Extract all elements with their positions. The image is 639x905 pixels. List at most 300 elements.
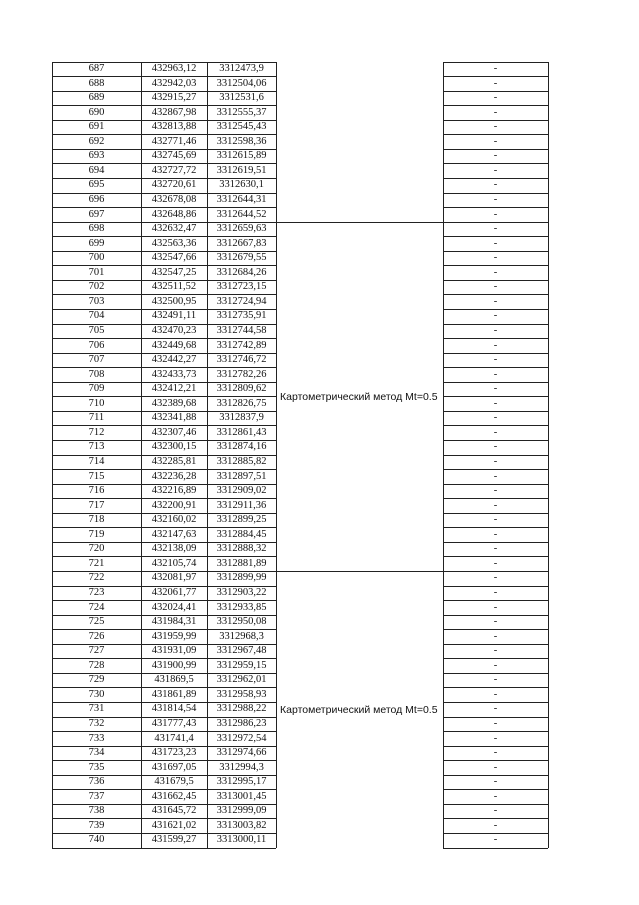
row-divider — [443, 527, 548, 528]
y-coordinate-cell: 3312899,25 — [216, 514, 267, 526]
x-coordinate-cell: 431984,31 — [151, 616, 197, 628]
x-coordinate-cell: 432138,09 — [151, 543, 197, 555]
row-divider — [443, 382, 548, 383]
x-coordinate-cell: 432449,68 — [151, 339, 197, 351]
y-coordinate-cell: 3312598,36 — [216, 135, 267, 147]
dash-cell: - — [493, 397, 498, 409]
x-coordinate-cell: 432216,89 — [151, 485, 197, 497]
dash-cell: - — [493, 761, 498, 773]
y-coordinate-cell: 3312933,85 — [216, 601, 267, 613]
x-coordinate-cell: 432081,97 — [151, 572, 197, 584]
y-coordinate-cell: 3312473,9 — [219, 63, 264, 75]
row-number-cell: 715 — [88, 470, 105, 482]
y-coordinate-cell: 3312986,23 — [216, 718, 267, 730]
y-coordinate-cell: 3313001,45 — [216, 790, 267, 802]
y-coordinate-cell: 3312999,09 — [216, 805, 267, 817]
dash-cell: - — [493, 456, 498, 468]
row-number-cell: 737 — [88, 790, 105, 802]
row-divider — [52, 207, 276, 208]
row-number-cell: 711 — [88, 412, 105, 424]
x-coordinate-cell: 431959,99 — [151, 630, 197, 642]
row-divider — [52, 615, 276, 616]
row-divider — [52, 498, 276, 499]
row-number-cell: 736 — [88, 776, 105, 788]
column-border — [276, 62, 277, 848]
x-coordinate-cell: 432745,69 — [151, 150, 197, 162]
row-divider — [52, 775, 276, 776]
x-coordinate-cell: 432563,36 — [151, 237, 197, 249]
dash-cell: - — [493, 412, 498, 424]
row-divider — [443, 367, 548, 368]
row-divider — [52, 411, 276, 412]
y-coordinate-cell: 3312958,93 — [216, 688, 267, 700]
x-coordinate-cell: 432307,46 — [151, 426, 197, 438]
row-number-cell: 697 — [88, 208, 105, 220]
x-coordinate-cell: 432236,28 — [151, 470, 197, 482]
dash-cell: - — [493, 77, 498, 89]
dash-cell: - — [493, 601, 498, 613]
row-number-cell: 719 — [88, 528, 105, 540]
row-divider — [443, 149, 548, 150]
y-coordinate-cell: 3312909,02 — [216, 485, 267, 497]
x-coordinate-cell: 432389,68 — [151, 397, 197, 409]
row-number-cell: 726 — [88, 630, 105, 642]
row-number-cell: 692 — [88, 135, 105, 147]
row-number-cell: 696 — [88, 194, 105, 206]
row-divider — [52, 280, 276, 281]
row-divider — [443, 746, 548, 747]
y-coordinate-cell: 3312630,1 — [219, 179, 264, 191]
column-border — [443, 62, 444, 848]
x-coordinate-cell: 432105,74 — [151, 557, 197, 569]
y-coordinate-cell: 3312881,89 — [216, 557, 267, 569]
row-number-cell: 691 — [88, 121, 105, 133]
dash-cell: - — [493, 164, 498, 176]
y-coordinate-cell: 3312911,36 — [216, 499, 267, 511]
dash-cell: - — [493, 528, 498, 540]
dash-cell: - — [493, 237, 498, 249]
row-number-cell: 716 — [88, 485, 105, 497]
row-divider — [443, 236, 548, 237]
row-divider — [52, 789, 276, 790]
row-divider — [52, 324, 276, 325]
row-divider — [443, 542, 548, 543]
row-divider — [52, 702, 276, 703]
x-coordinate-cell: 431599,27 — [151, 834, 197, 846]
y-coordinate-cell: 3312959,15 — [216, 659, 267, 671]
x-coordinate-cell: 431869,5 — [154, 674, 194, 686]
row-number-cell: 735 — [88, 761, 105, 773]
row-divider — [443, 775, 548, 776]
dash-cell: - — [493, 616, 498, 628]
row-divider — [52, 105, 276, 106]
y-coordinate-cell: 3312679,55 — [216, 252, 267, 264]
dash-cell: - — [493, 208, 498, 220]
row-divider — [443, 513, 548, 514]
row-divider — [443, 105, 548, 106]
row-number-cell: 727 — [88, 645, 105, 657]
row-divider — [52, 396, 276, 397]
row-divider — [443, 600, 548, 601]
dash-cell: - — [493, 106, 498, 118]
x-coordinate-cell: 432511,52 — [151, 281, 197, 293]
x-coordinate-cell: 432433,73 — [151, 368, 197, 380]
row-number-cell: 690 — [88, 106, 105, 118]
row-number-cell: 725 — [88, 616, 105, 628]
row-divider — [52, 658, 276, 659]
row-number-cell: 687 — [88, 63, 105, 75]
y-coordinate-cell: 3312723,15 — [216, 281, 267, 293]
dash-cell: - — [493, 718, 498, 730]
dash-cell: - — [493, 674, 498, 686]
y-coordinate-cell: 3312885,82 — [216, 456, 267, 468]
dash-cell: - — [493, 499, 498, 511]
row-number-cell: 688 — [88, 77, 105, 89]
row-number-cell: 705 — [88, 325, 105, 337]
row-divider — [443, 178, 548, 179]
row-number-cell: 729 — [88, 674, 105, 686]
row-number-cell: 717 — [88, 499, 105, 511]
dash-cell: - — [493, 325, 498, 337]
y-coordinate-cell: 3312995,17 — [216, 776, 267, 788]
row-divider — [443, 717, 548, 718]
y-coordinate-cell: 3312994,3 — [219, 761, 264, 773]
row-number-cell: 708 — [88, 368, 105, 380]
dash-cell: - — [493, 383, 498, 395]
x-coordinate-cell: 432963,12 — [151, 63, 197, 75]
y-coordinate-cell: 3312746,72 — [216, 354, 267, 366]
dash-cell: - — [493, 514, 498, 526]
row-number-cell: 721 — [88, 557, 105, 569]
dash-cell: - — [493, 630, 498, 642]
x-coordinate-cell: 432727,72 — [151, 164, 197, 176]
dash-cell: - — [493, 703, 498, 715]
row-divider — [52, 294, 276, 295]
row-number-cell: 720 — [88, 543, 105, 555]
dash-cell: - — [493, 572, 498, 584]
row-divider — [443, 207, 548, 208]
y-coordinate-cell: 3312988,22 — [216, 703, 267, 715]
row-divider — [443, 469, 548, 470]
row-number-cell: 728 — [88, 659, 105, 671]
dash-cell: - — [493, 252, 498, 264]
row-number-cell: 689 — [88, 92, 105, 104]
dash-cell: - — [493, 805, 498, 817]
y-coordinate-cell: 3312735,91 — [216, 310, 267, 322]
row-number-cell: 703 — [88, 295, 105, 307]
row-divider — [443, 280, 548, 281]
row-number-cell: 732 — [88, 718, 105, 730]
row-number-cell: 709 — [88, 383, 105, 395]
row-number-cell: 695 — [88, 179, 105, 191]
row-divider — [52, 178, 276, 179]
row-divider — [52, 222, 276, 223]
column-border — [207, 62, 208, 848]
dash-cell: - — [493, 339, 498, 351]
row-divider — [52, 236, 276, 237]
row-divider — [52, 193, 276, 194]
y-coordinate-cell: 3313000,11 — [216, 834, 267, 846]
row-divider — [52, 134, 276, 135]
row-divider — [443, 586, 548, 587]
dash-cell: - — [493, 747, 498, 759]
row-divider — [52, 76, 276, 77]
x-coordinate-cell: 431621,02 — [151, 819, 197, 831]
x-coordinate-cell: 432442,27 — [151, 354, 197, 366]
row-divider — [52, 513, 276, 514]
row-divider — [52, 484, 276, 485]
row-divider — [52, 91, 276, 92]
x-coordinate-cell: 431931,09 — [151, 645, 197, 657]
row-number-cell: 694 — [88, 164, 105, 176]
y-coordinate-cell: 3312874,16 — [216, 441, 267, 453]
row-divider — [52, 833, 276, 834]
y-coordinate-cell: 3312615,89 — [216, 150, 267, 162]
row-number-cell: 730 — [88, 688, 105, 700]
row-divider — [443, 571, 548, 572]
x-coordinate-cell: 431697,05 — [151, 761, 197, 773]
dash-cell: - — [493, 426, 498, 438]
row-number-cell: 698 — [88, 223, 105, 235]
dash-cell: - — [493, 223, 498, 235]
dash-cell: - — [493, 179, 498, 191]
row-divider — [52, 586, 276, 587]
row-divider — [443, 484, 548, 485]
row-divider — [52, 251, 276, 252]
row-divider — [52, 455, 276, 456]
y-coordinate-cell: 3312888,32 — [216, 543, 267, 555]
dash-cell: - — [493, 776, 498, 788]
row-divider — [52, 338, 276, 339]
dash-cell: - — [493, 63, 498, 75]
x-coordinate-cell: 432771,46 — [151, 135, 197, 147]
row-divider — [443, 91, 548, 92]
x-coordinate-cell: 431814,54 — [151, 703, 197, 715]
dash-cell: - — [493, 92, 498, 104]
x-coordinate-cell: 432300,15 — [151, 441, 197, 453]
y-coordinate-cell: 3312962,01 — [216, 674, 267, 686]
y-coordinate-cell: 3312972,54 — [216, 732, 267, 744]
row-divider — [52, 367, 276, 368]
dash-cell: - — [493, 368, 498, 380]
row-number-cell: 723 — [88, 587, 105, 599]
dash-cell: - — [493, 834, 498, 846]
row-divider — [52, 746, 276, 747]
x-coordinate-cell: 431679,5 — [154, 776, 194, 788]
row-number-cell: 739 — [88, 819, 105, 831]
row-divider — [52, 571, 276, 572]
row-divider — [443, 134, 548, 135]
row-divider — [443, 76, 548, 77]
y-coordinate-cell: 3312837,9 — [219, 412, 264, 424]
column-border — [141, 62, 142, 848]
row-divider — [443, 309, 548, 310]
row-divider — [52, 425, 276, 426]
row-number-cell: 710 — [88, 397, 105, 409]
dash-cell: - — [493, 645, 498, 657]
row-divider — [52, 760, 276, 761]
x-coordinate-cell: 431861,89 — [151, 688, 197, 700]
row-number-cell: 714 — [88, 456, 105, 468]
y-coordinate-cell: 3312644,52 — [216, 208, 267, 220]
table-bottom-border — [443, 848, 548, 849]
dash-cell: - — [493, 587, 498, 599]
row-divider — [52, 527, 276, 528]
row-divider — [443, 731, 548, 732]
dash-cell: - — [493, 150, 498, 162]
row-divider — [443, 455, 548, 456]
dash-cell: - — [493, 441, 498, 453]
row-divider — [443, 789, 548, 790]
table-bottom-border — [52, 848, 276, 849]
row-number-cell: 700 — [88, 252, 105, 264]
y-coordinate-cell: 3312897,51 — [216, 470, 267, 482]
y-coordinate-cell: 3312967,48 — [216, 645, 267, 657]
dash-cell: - — [493, 295, 498, 307]
dash-cell: - — [493, 135, 498, 147]
row-divider — [52, 629, 276, 630]
row-divider — [443, 440, 548, 441]
row-divider — [443, 396, 548, 397]
x-coordinate-cell: 432547,66 — [151, 252, 197, 264]
column-border — [548, 62, 549, 848]
row-divider — [52, 804, 276, 805]
row-number-cell: 693 — [88, 150, 105, 162]
row-divider — [443, 615, 548, 616]
y-coordinate-cell: 3312684,26 — [216, 266, 267, 278]
x-coordinate-cell: 432491,11 — [151, 310, 197, 322]
row-divider — [52, 731, 276, 732]
row-divider — [443, 324, 548, 325]
row-divider — [52, 163, 276, 164]
row-divider — [443, 687, 548, 688]
row-divider — [443, 222, 548, 223]
dash-cell: - — [493, 485, 498, 497]
row-divider — [443, 556, 548, 557]
row-divider — [52, 542, 276, 543]
x-coordinate-cell: 431662,45 — [151, 790, 197, 802]
y-coordinate-cell: 3312809,62 — [216, 383, 267, 395]
x-coordinate-cell: 432500,95 — [151, 295, 197, 307]
method-note: Картометрический метод Mt=0.5 — [280, 703, 438, 716]
dash-cell: - — [493, 281, 498, 293]
dash-cell: - — [493, 732, 498, 744]
y-coordinate-cell: 3312950,08 — [216, 616, 267, 628]
dash-cell: - — [493, 470, 498, 482]
y-coordinate-cell: 3312531,6 — [219, 92, 264, 104]
row-divider — [443, 498, 548, 499]
row-divider — [52, 440, 276, 441]
dash-cell: - — [493, 194, 498, 206]
row-number-cell: 733 — [88, 732, 105, 744]
y-coordinate-cell: 3312644,31 — [216, 194, 267, 206]
x-coordinate-cell: 431645,72 — [151, 805, 197, 817]
x-coordinate-cell: 432813,88 — [151, 121, 197, 133]
row-number-cell: 712 — [88, 426, 105, 438]
row-divider — [52, 673, 276, 674]
dash-cell: - — [493, 310, 498, 322]
row-number-cell: 734 — [88, 747, 105, 759]
row-divider — [443, 644, 548, 645]
row-number-cell: 713 — [88, 441, 105, 453]
row-divider — [443, 411, 548, 412]
row-divider — [443, 818, 548, 819]
y-coordinate-cell: 3312826,75 — [216, 397, 267, 409]
row-divider — [52, 382, 276, 383]
x-coordinate-cell: 431777,43 — [151, 718, 197, 730]
x-coordinate-cell: 432678,08 — [151, 194, 197, 206]
x-coordinate-cell: 431900,99 — [151, 659, 197, 671]
row-number-cell: 722 — [88, 572, 105, 584]
row-divider — [52, 309, 276, 310]
row-divider — [443, 120, 548, 121]
y-coordinate-cell: 3312742,89 — [216, 339, 267, 351]
row-divider — [52, 353, 276, 354]
row-divider — [443, 338, 548, 339]
dash-cell: - — [493, 266, 498, 278]
x-coordinate-cell: 432200,91 — [151, 499, 197, 511]
row-divider — [443, 702, 548, 703]
row-divider — [52, 265, 276, 266]
row-divider — [52, 120, 276, 121]
y-coordinate-cell: 3312903,22 — [216, 587, 267, 599]
x-coordinate-cell: 432547,25 — [151, 266, 197, 278]
x-coordinate-cell: 432915,27 — [151, 92, 197, 104]
row-divider — [443, 163, 548, 164]
row-number-cell: 731 — [88, 703, 105, 715]
y-coordinate-cell: 3312861,43 — [216, 426, 267, 438]
row-divider — [443, 760, 548, 761]
row-divider — [52, 469, 276, 470]
row-number-cell: 718 — [88, 514, 105, 526]
row-divider — [443, 62, 548, 63]
row-divider — [52, 687, 276, 688]
row-number-cell: 740 — [88, 834, 105, 846]
x-coordinate-cell: 432720,61 — [151, 179, 197, 191]
row-number-cell: 704 — [88, 310, 105, 322]
row-divider — [52, 717, 276, 718]
x-coordinate-cell: 432470,23 — [151, 325, 197, 337]
y-coordinate-cell: 3312899,99 — [216, 572, 267, 584]
row-divider — [443, 265, 548, 266]
row-divider — [443, 353, 548, 354]
y-coordinate-cell: 3312667,83 — [216, 237, 267, 249]
row-divider — [443, 804, 548, 805]
row-divider — [443, 629, 548, 630]
y-coordinate-cell: 3312724,94 — [216, 295, 267, 307]
row-divider — [443, 425, 548, 426]
x-coordinate-cell: 432061,77 — [151, 587, 197, 599]
row-number-cell: 706 — [88, 339, 105, 351]
row-divider — [52, 149, 276, 150]
row-divider — [52, 62, 276, 63]
x-coordinate-cell: 432648,86 — [151, 208, 197, 220]
x-coordinate-cell: 432285,81 — [151, 456, 197, 468]
row-divider — [443, 673, 548, 674]
y-coordinate-cell: 3312619,51 — [216, 164, 267, 176]
row-divider — [443, 658, 548, 659]
row-divider — [52, 818, 276, 819]
row-number-cell: 699 — [88, 237, 105, 249]
row-divider — [52, 644, 276, 645]
group-top-border — [276, 571, 443, 572]
row-divider — [443, 833, 548, 834]
row-divider — [52, 600, 276, 601]
dash-cell: - — [493, 819, 498, 831]
y-coordinate-cell: 3312504,06 — [216, 77, 267, 89]
row-number-cell: 724 — [88, 601, 105, 613]
x-coordinate-cell: 432942,03 — [151, 77, 197, 89]
